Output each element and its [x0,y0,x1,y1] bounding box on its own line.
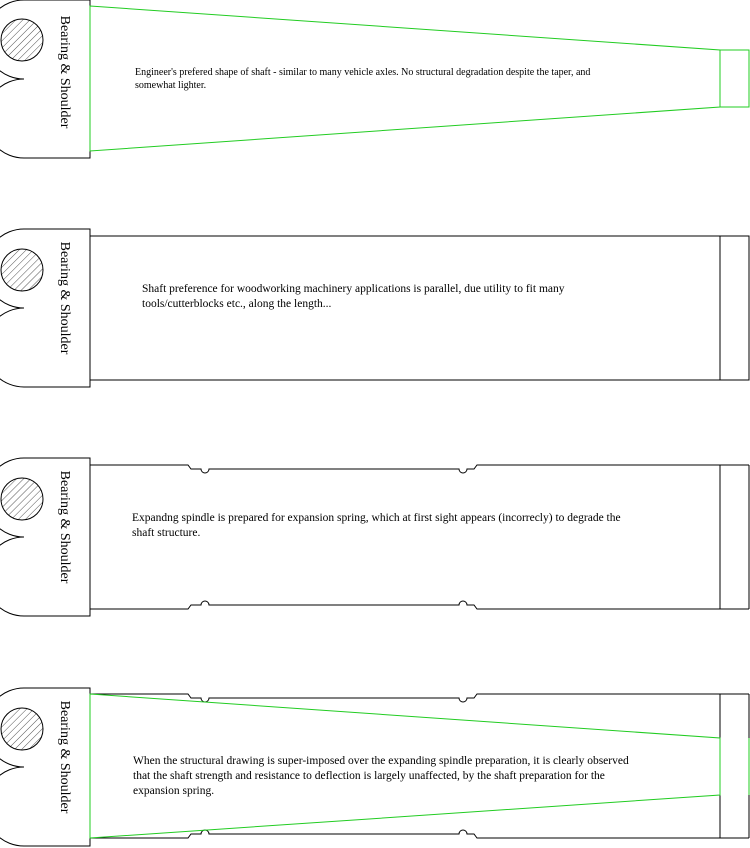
shaft-end-collar [720,50,749,107]
panel-superimposed [0,688,749,846]
spindle-top-edge [90,465,749,473]
bearing-hatch-circle [1,478,43,520]
panel-caption-line-1: Engineer's prefered shape of shaft - similar to many vehicle axles. No structural degradation despite the taper, and [135,67,591,78]
panel-parallel-shaft [0,229,749,387]
bearing-hatch-circle [1,708,43,750]
panel-caption-line-2: tools/cutterblocks etc., along the length... [142,298,332,310]
bearing-shoulder-label: Bearing & Shoulder [57,15,72,129]
bearing-shoulder-label: Bearing & Shoulder [57,470,72,584]
bearing-hatch-circle [1,249,43,291]
panel-caption-line-2: shaft structure. [132,527,201,539]
bearing-shoulder-label: Bearing & Shoulder [57,241,72,355]
panel-caption-line-2: that the shaft strength and resistance to deflection is largely unaffected, by the shaft preparation for the [133,770,605,782]
panel-caption-line-3: expansion spring. [133,785,215,797]
tapered-shaft-outline [90,6,720,151]
panel-caption-line-1: Expandng spindle is prepared for expansion spring, which at first sight appears (incorrecly) to degrade the [132,512,621,524]
bearing-hatch-circle [1,19,43,61]
panel-caption-line-2: somewhat lighter. [135,80,207,91]
panel-expanding-spindle [0,458,749,616]
panel-caption-line-1: Shaft preference for woodworking machinery applications is parallel, due utility to fit many [142,283,565,295]
spindle-bottom-edge [90,601,749,609]
panel-caption-line-1: When the structural drawing is super-imposed over the expanding spindle preparation, it is clearly observed [133,755,629,767]
bearing-shoulder-label: Bearing & Shoulder [57,700,72,814]
panel-tapered-shaft [0,0,749,158]
